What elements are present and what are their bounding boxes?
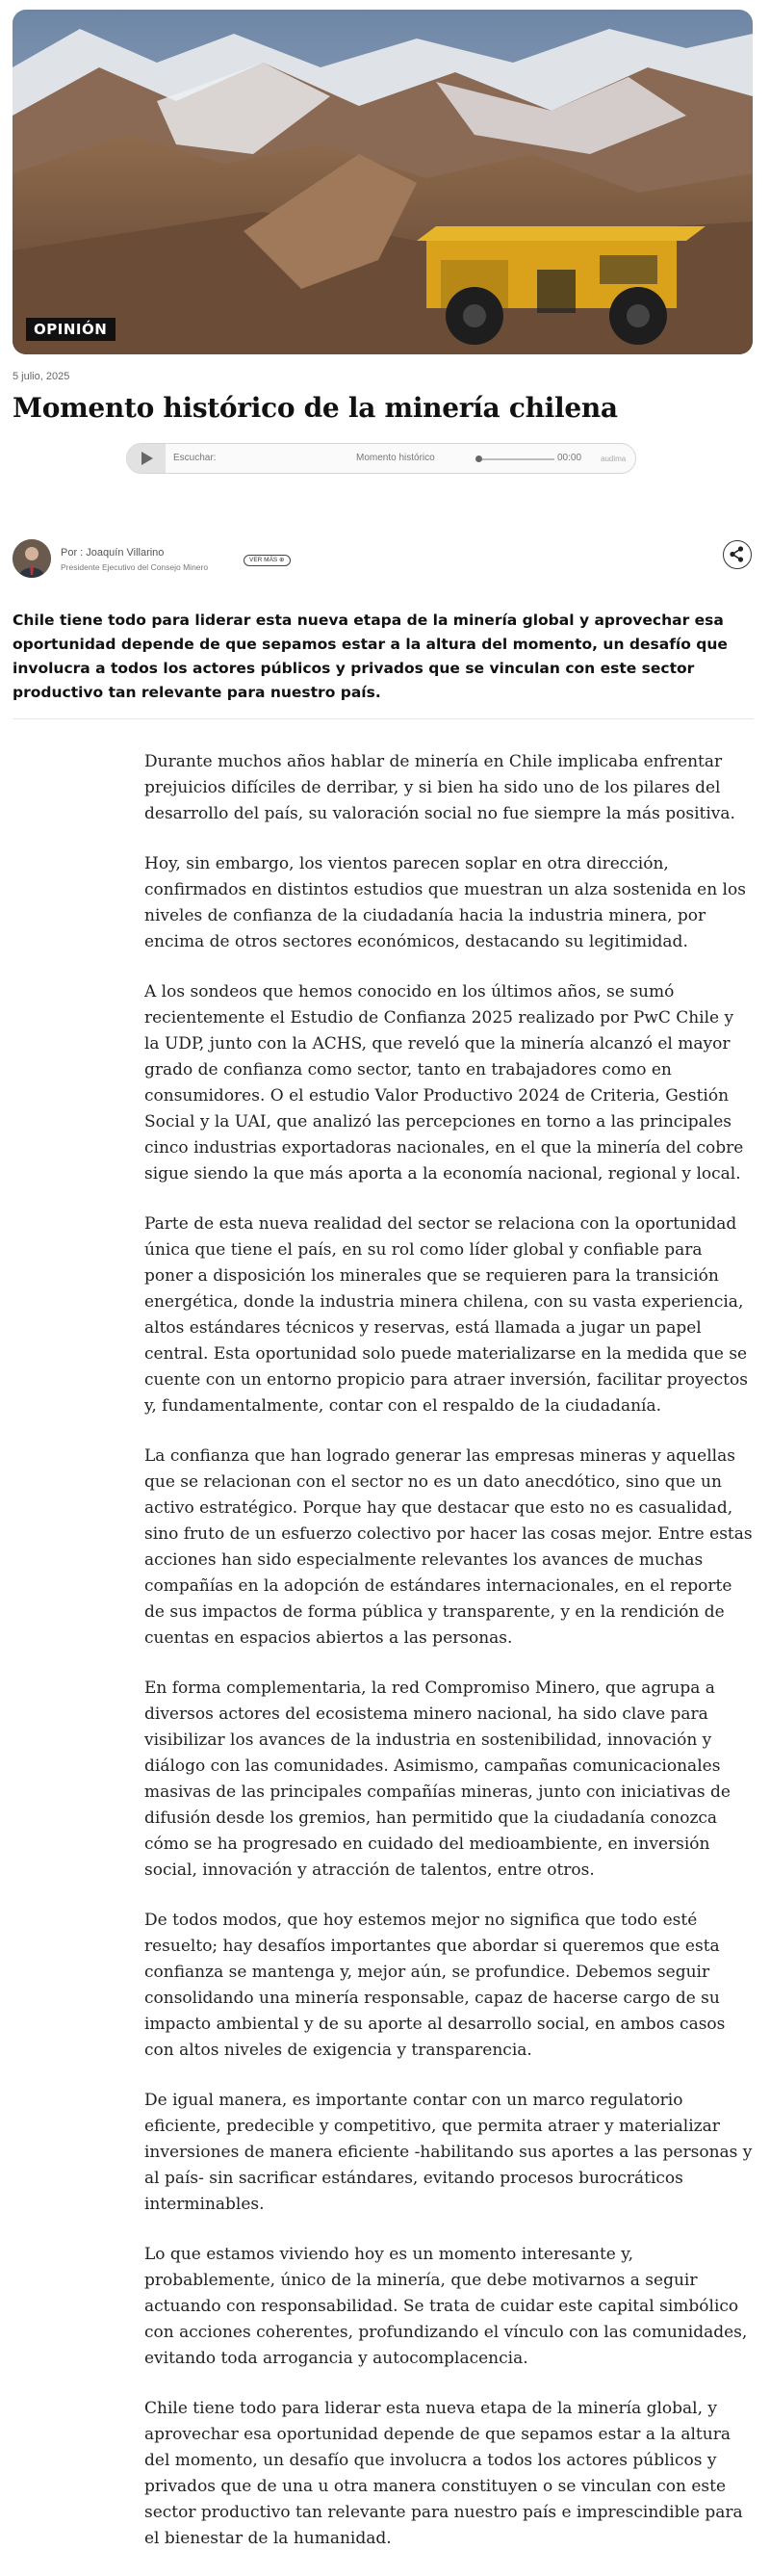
play-icon[interactable] — [127, 444, 166, 473]
article-body — [144, 749, 753, 2576]
article-paragraph: Hoy, sin embargo, los vientos parecen soplar en otra dirección, confirmados en distintos estudios que muestran un alza sostenida en los niveles de confianza de la ciudadanía hacia la industria minera, por encima de otros sectores económicos, destacando su legitimidad. — [144, 854, 746, 951]
audio-track-title: Momento histórico — [356, 453, 435, 463]
audio-brand: audima — [601, 455, 627, 463]
see-more-button[interactable]: VER MÁS ⊕ — [244, 555, 291, 566]
article-paragraph: De todos modos, que hoy estemos mejor no significa que todo esté resuelto; hay desafíos importantes que abordar si queremos que esta confianza se mantenga y, mejor aún, se profundice. Debemos seguir consolidando una minería responsable, capaz de hacerse cargo de su impacto ambiental y de su aporte al desarrollo social, en ambos casos con altos niveles de exigencia y transparencia. — [144, 1911, 726, 2060]
article-paragraph: Durante muchos años hablar de minería en Chile implicaba enfrentar prejuicios difíciles de derribar, y si bien ha sido uno de los pilares del desarrollo del país, su valoración social no fue siempre la más positiva. — [144, 752, 735, 823]
audio-progress-track[interactable] — [477, 458, 554, 460]
author-avatar — [13, 539, 51, 578]
article-paragraph: Chile tiene todo para liderar esta nueva etapa de la minería global, y aprovechar esa oportunidad depende de que sepamos estar a la altura del momento, un desafío que involucra a todos los actores públicos y privados que de una u otra manera constituyen o se vinculan con este sector productivo tan relevante para nuestro país e imprescindible para el bienestar de la humanidad. — [144, 2399, 743, 2548]
audio-time: 00:00 — [557, 453, 582, 463]
article-paragraph: A los sondeos que hemos conocido en los últimos años, se sumó recientemente el Estudio de Confianza 2025 realizado por PwC Chile y la UDP, junto con la ACHS, que reveló que la minería alcanzó el mayor grado de confianza como sector, tanto en trabajadores como en consumidores. O el estudio Valor Productivo 2024 de Criteria, Gestión Social y la UAI, que analizó las percepciones en torno a las principales cinco industrias exportadoras nacionales, en el que la minería del cobre sigue siendo la que más aporta a la economía nacional, regional y local. — [144, 982, 744, 1184]
audio-player — [126, 443, 636, 474]
divider — [13, 718, 754, 719]
author-row — [13, 539, 754, 582]
mine-truck-photo — [13, 10, 753, 354]
listen-label: Escuchar: — [173, 453, 217, 463]
article-paragraph: Parte de esta nueva realidad del sector se relaciona con la oportunidad única que tiene el país, en su rol como líder global y confiable para poner a disposición los minerales que se requieren para la transición energética, donde la industria minera chilena, con su vasta experiencia, altos estándares técnicos y reservas, está llamada a jugar un papel central. Esta oportunidad solo puede materializarse en la medida que se cuente con un entorno propicio para atraer inversión, facilitar proyectos y, fundamentalmente, contar con el respaldo de la ciudadanía. — [144, 1214, 748, 1416]
opinion-badge: OPINIÓN — [26, 318, 116, 341]
publish-date: 5 julio, 2025 — [13, 371, 70, 382]
article-paragraph: De igual manera, es importante contar con un marco regulatorio eficiente, predecible y competitivo, que permita atraer y materializar inversiones de manera eficiente -habilitando sus aportes a las personas y al país- sin sacrificar estándares, evitando procesos burocráticos interminables. — [144, 2091, 753, 2214]
article-title: Momento histórico de la minería chilena — [13, 392, 618, 424]
share-button[interactable] — [723, 540, 752, 569]
article-lead: Chile tiene todo para liderar esta nueva etapa de la minería global y aprovechar esa oportunidad depende de que sepamos estar a la altura del momento, un desafío que involucra a todos los actores públicos y privados que se vinculan con este sector productivo tan relevante para nuestro país. — [13, 611, 728, 701]
hero-image — [13, 10, 753, 354]
article-paragraph: En forma complementaria, la red Compromiso Minero, que agrupa a diversos actores del ecosistema minero nacional, ha sido clave para visibilizar los avances de la industria en sostenibilidad, innovación y diálogo con las comunidades. Asimismo, campañas comunicacionales masivas de las principales compañías mineras, junto con iniciativas de difusión desde los gremios, han permitido que la ciudadanía conozca cómo se ha progresado en cuidado del medioambiente, en inversión social, innovación y atracción de talentos, entre otros. — [144, 1678, 731, 1880]
share-icon — [724, 541, 750, 567]
author-name: Por : Joaquín Villarino — [61, 547, 165, 559]
audio-progress-knob[interactable] — [475, 455, 482, 462]
article-paragraph: Lo que estamos viviendo hoy es un momento interesante y, probablemente, único de la minería, que debe motivarnos a seguir actuando con responsabilidad. Se trata de cuidar este capital simbólico con acciones coherentes, profundizando el vínculo con las comunidades, evitando toda arrogancia y autocomplacencia. — [144, 2245, 748, 2368]
author-role: Presidente Ejecutivo del Consejo Minero — [61, 562, 209, 572]
article-paragraph: La confianza que han logrado generar las empresas mineras y aquellas que se relacionan con el sector no es un dato anecdótico, sino que un activo estratégico. Porque hay que destacar que esto no es casualidad, sino fruto de un esfuerzo colectivo por hacer las cosas mejor. Entre estas acciones han sido especialmente relevantes los avances de muchas compañías en la adopción de estándares internacionales, en el reporte de sus impactos de forma pública y transparente, y en la rendición de cuentas en espacios abiertos a las personas. — [144, 1446, 753, 1648]
